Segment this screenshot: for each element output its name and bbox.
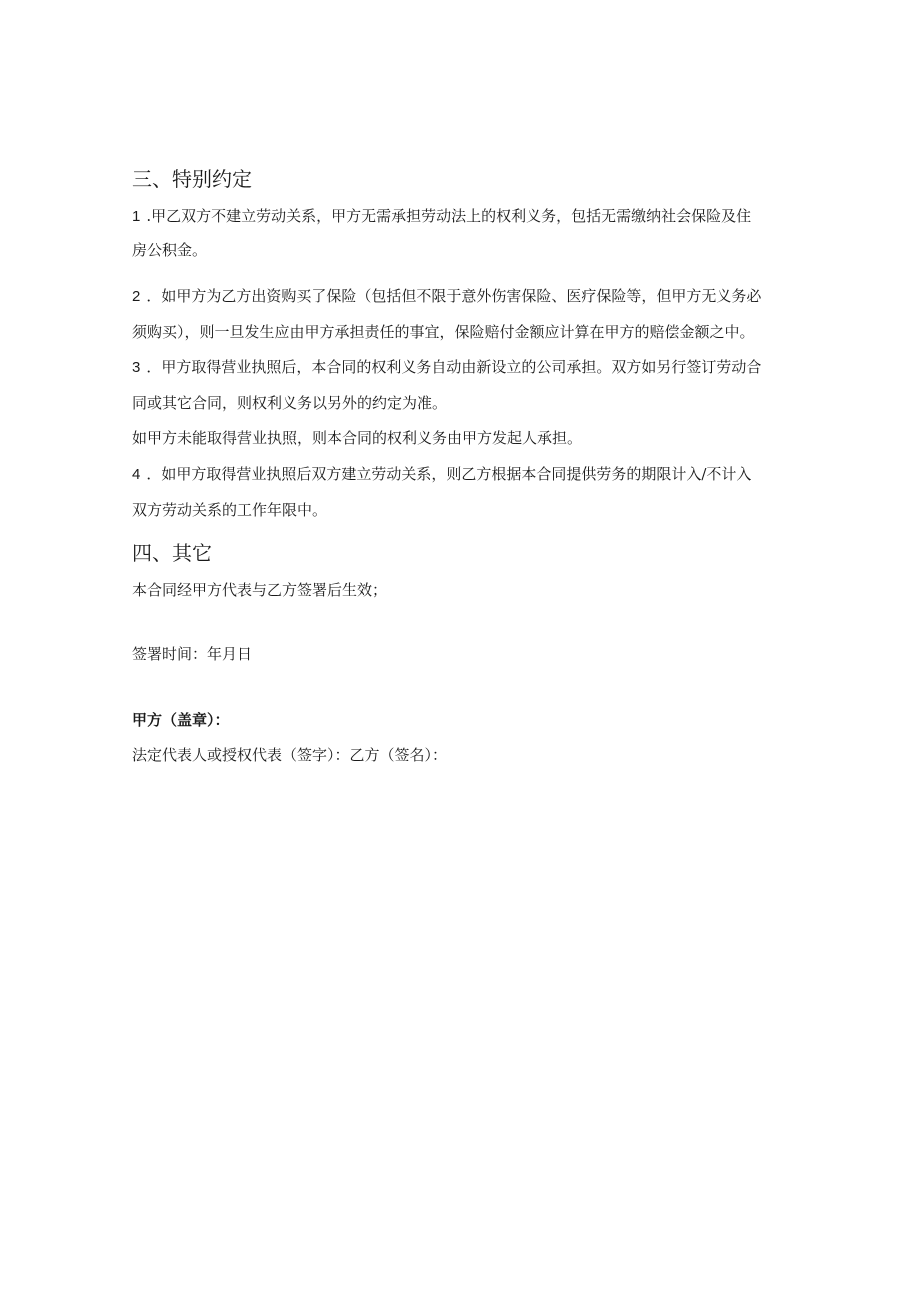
item-1-line-2: 房公积金。 xyxy=(132,241,208,259)
sign-time: 签署时间：年月日 xyxy=(132,645,253,663)
item-3-line-2: 同或其它合同，则权利义务以另外的约定为准。 xyxy=(132,394,448,412)
effective-clause: 本合同经甲方代表与乙方签署后生效； xyxy=(132,581,388,599)
item-2-text-1: ．如甲方为乙方出资购买了保险（包括但不限于意外伤害保险、医疗保险等，但甲方无义务必 xyxy=(146,287,762,305)
item-4-text-1: ．如甲方取得营业执照后双方建立劳动关系，则乙方根据本合同提供劳务的期限计入/不计入 xyxy=(146,465,752,483)
item-2-line-1 xyxy=(132,285,761,308)
item-3-line-1 xyxy=(132,356,761,379)
item-1-line-1 xyxy=(132,205,751,228)
item-2-line-2: 须购买），则一旦发生应由甲方承担责任的事宜，保险赔付金额应计算在甲方的赔偿金额之中。 xyxy=(132,323,755,341)
item-1-text-1: .甲乙双方不建立劳动关系，甲方无需承担劳动法上的权利义务，包括无需缴纳社会保险及住 xyxy=(146,207,752,225)
item-3-extra: 如甲方未能取得营业执照，则本合同的权利义务由甲方发起人承担。 xyxy=(132,429,583,447)
item-3-text-1: ．甲方取得营业执照后，本合同的权利义务自动由新设立的公司承担。双方如另行签订劳动合 xyxy=(146,358,762,376)
party-a-seal: 甲方（盖章）： xyxy=(132,711,230,729)
item-4-number: 4 xyxy=(132,466,141,483)
item-4-line-2: 双方劳动关系的工作年限中。 xyxy=(132,501,328,519)
item-1-number: 1 xyxy=(132,208,141,225)
representatives-signature: 法定代表人或授权代表（签字）：乙方（签名）： xyxy=(132,746,448,764)
section-4-heading: 四、其它 xyxy=(132,541,212,565)
item-4-line-1 xyxy=(132,463,751,486)
section-3-heading: 三、特别约定 xyxy=(132,167,252,191)
item-2-number: 2 xyxy=(132,288,141,305)
item-3-number: 3 xyxy=(132,359,141,376)
